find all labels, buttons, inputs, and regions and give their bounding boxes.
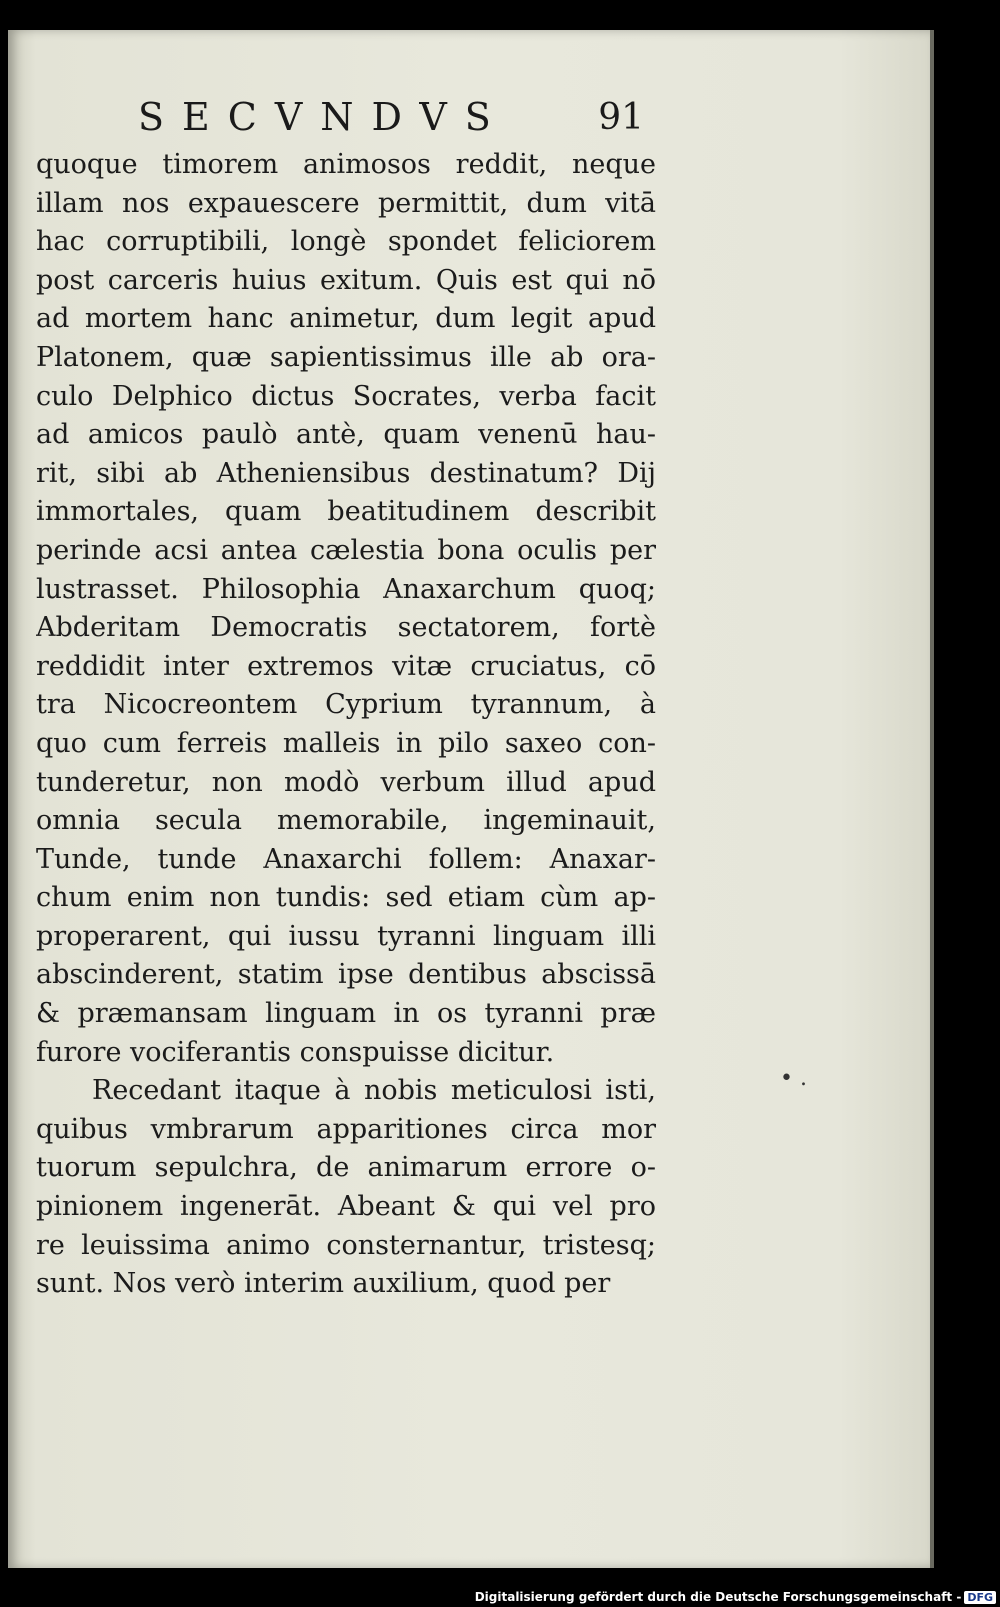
running-head: SECVNDVS: [138, 95, 509, 139]
text-line: quibus vmbrarum apparitiones circa mor: [36, 1113, 656, 1145]
text-line: reddidit inter extremos vitæ cruciatus, cō: [36, 650, 656, 682]
text-line: hac corruptibili, longè spondet feliciorem: [36, 226, 656, 258]
text-line: Abderitam Democratis sectatorem, fortè: [36, 612, 656, 644]
text-line: tuorum sepulchra, de animarum errore o-: [36, 1152, 656, 1184]
text-line: ad amicos paulò antè, quam venenū hau-: [36, 419, 656, 451]
text-line: rit, sibi ab Atheniensibus destinatum? Dij: [36, 457, 656, 489]
text-line: Platonem, quæ sapientissimus ille ab ora-: [36, 341, 656, 373]
text-line: lustrasset. Philosophia Anaxarchum quoq;: [36, 573, 656, 605]
text-line: sunt. Nos verò interim auxilium, quod per: [36, 1268, 611, 1300]
page-header: [132, 95, 652, 151]
text-line: & præmansam linguam in os tyranni præ: [36, 998, 656, 1030]
text-line: illam nos expauescere permittit, dum vitā: [36, 187, 656, 219]
text-line: pinionem ingenerāt. Abeant & qui vel pro: [36, 1191, 656, 1223]
text-line: abscinderent, statim ipse dentibus abscissā: [36, 959, 656, 991]
page-number: 91: [598, 97, 644, 138]
page-edge: [930, 30, 934, 1568]
text-line: quo cum ferreis malleis in pilo saxeo con-: [36, 727, 656, 759]
text-line: tunderetur, non modò verbum illud apud: [36, 766, 656, 798]
footer-credit-text: Digitalisierung gefördert durch die Deutsche Forschungsgemeinschaft -: [474, 1590, 962, 1604]
text-line: omnia secula memorabile, ingeminauit,: [36, 805, 656, 837]
text-line: furore vociferantis conspuisse dicitur.: [36, 1036, 555, 1068]
text-line: tra Nicocreontem Cyprium tyrannum, à: [36, 689, 656, 721]
text-line: re leuissima animo consternantur, tristesq;: [36, 1229, 656, 1261]
margin-mark: • .: [780, 1066, 807, 1091]
text-line: ad mortem hanc animetur, dum legit apud: [36, 303, 656, 335]
body-text: [36, 146, 656, 1304]
text-line: Tunde, tunde Anaxarchi follem: Anaxar-: [36, 843, 656, 875]
dfg-logo: DFG: [964, 1591, 996, 1604]
text-line: post carceris huius exitum. Quis est qui nō: [36, 264, 656, 296]
text-line: perinde acsi antea cælestia bona oculis per: [36, 534, 656, 566]
text-line: immortales, quam beatitudinem describit: [36, 496, 656, 528]
text-line: Recedant itaque à nobis meticulosi isti,: [92, 1075, 656, 1107]
footer-credit: [475, 1590, 996, 1604]
text-line: culo Delphico dictus Socrates, verba facit: [36, 380, 656, 412]
text-line: quoque timorem animosos reddit, neque: [36, 149, 656, 180]
text-line: chum enim non tundis: sed etiam cùm ap-: [36, 882, 656, 914]
text-line: properarent, qui iussu tyranni linguam illi: [36, 920, 656, 952]
